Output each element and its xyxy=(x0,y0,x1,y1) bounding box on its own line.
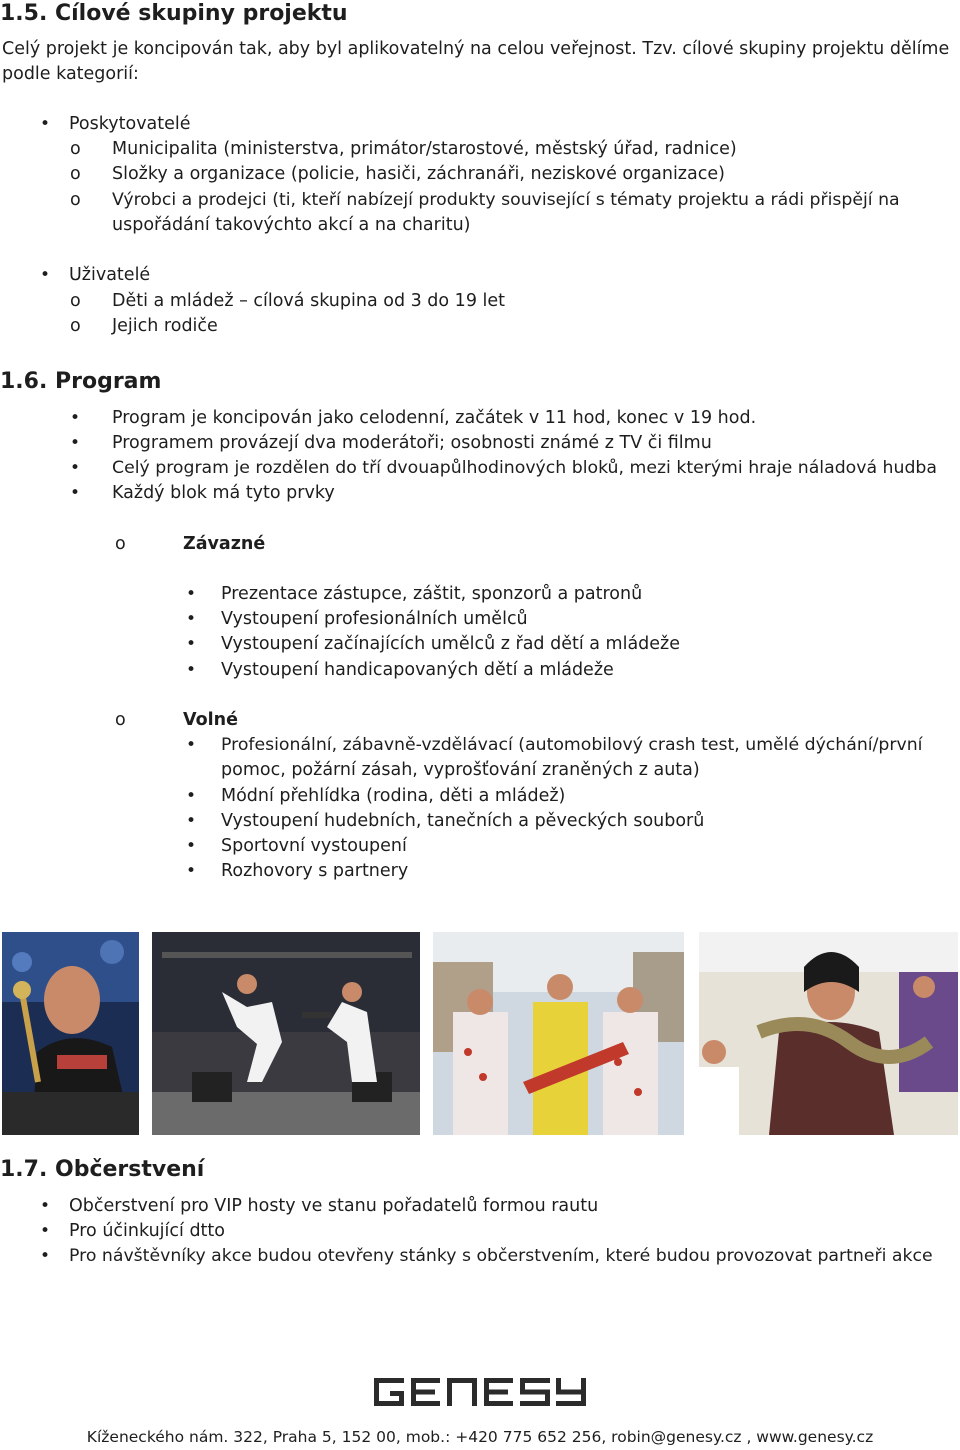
group-label-users: Uživatelé xyxy=(69,265,151,285)
user-item: Děti a mládež – cílová skupina od 3 do 19 let xyxy=(112,291,506,311)
mandatory-item: Vystoupení začínajících umělců z řad dětí a mládeže xyxy=(221,634,681,654)
mandatory-item: Vystoupení handicapovaných dětí a mládeže xyxy=(221,660,614,680)
mandatory-item: Vystoupení profesionálních umělců xyxy=(221,609,528,629)
bullet-marker: • xyxy=(40,1246,51,1266)
bullet-marker: • xyxy=(186,634,197,654)
sub-bullet-marker: o xyxy=(70,139,81,159)
bullet-marker: • xyxy=(186,584,197,604)
bullet-marker: • xyxy=(70,433,81,453)
user-item: Jejich rodiče xyxy=(112,316,218,336)
photo-singer-microphone xyxy=(2,932,139,1135)
bullet-marker: • xyxy=(70,408,81,428)
group-label-providers: Poskytovatelé xyxy=(69,114,191,134)
bullet-marker: • xyxy=(40,1196,51,1216)
refreshment-point: Pro návštěvníky akce budou otevřeny stánky s občerstvením, které budou provozovat partneři akce xyxy=(69,1246,933,1266)
bullet-marker: • xyxy=(186,786,197,806)
bullet-marker: • xyxy=(70,458,81,478)
program-point: Programem provázejí dva moderátoři; osobnosti známé z TV či filmu xyxy=(112,433,712,453)
bullet-marker: • xyxy=(70,483,81,503)
bullet-marker: • xyxy=(40,114,51,134)
optional-item: Módní přehlídka (rodina, děti a mládež) xyxy=(221,786,566,806)
sub-bullet-marker: o xyxy=(115,534,126,554)
genesy-logo xyxy=(374,1378,586,1406)
photo-woman-snake xyxy=(699,932,958,1135)
bullet-marker: • xyxy=(186,609,197,629)
optional-label: Volné xyxy=(183,710,238,730)
refreshment-point: Pro účinkující dtto xyxy=(69,1221,225,1241)
provider-item-continued: uspořádání takovýchto akcí a na charitu) xyxy=(112,215,471,235)
refreshment-point: Občerstvení pro VIP hosty ve stanu pořadatelů formou rautu xyxy=(69,1196,599,1216)
sub-bullet-marker: o xyxy=(70,291,81,311)
program-point: Celý program je rozdělen do tří dvouapůlhodinových bloků, mezi kterými hraje náladová hudba xyxy=(112,458,937,478)
program-point: Program je koncipován jako celodenní, začátek v 11 hod, konec v 19 hod. xyxy=(112,408,757,428)
sub-bullet-marker: o xyxy=(70,164,81,184)
provider-item: Výrobci a prodejci (ti, kteří nabízejí produkty související s tématy projektu a rádi přispějí na xyxy=(112,190,900,210)
intro-text-line1: Celý projekt je koncipován tak, aby byl aplikovatelný na celou veřejnost. Tzv. cílové skupiny projektu dělíme xyxy=(2,39,950,59)
bullet-marker: • xyxy=(40,265,51,285)
mandatory-item: Prezentace zástupce, záštit, sponzorů a patronů xyxy=(221,584,643,604)
intro-text-line2: podle kategorií: xyxy=(2,64,139,84)
program-point: Každý blok má tyto prvky xyxy=(112,483,335,503)
optional-item: Sportovní vystoupení xyxy=(221,836,407,856)
footer-contact: Kíženeckého nám. 322, Praha 5, 152 00, mob.: +420 775 652 256, robin@genesy.cz , www.genesy.cz xyxy=(86,1428,874,1446)
sub-bullet-marker: o xyxy=(70,190,81,210)
section-17-heading: 1.7. Občerstvení xyxy=(0,1157,205,1182)
optional-item: Profesionální, zábavně-vzdělávací (automobilový crash test, umělé dýchání/první xyxy=(221,735,923,755)
mandatory-label: Závazné xyxy=(183,534,266,554)
bullet-marker: • xyxy=(186,660,197,680)
sub-bullet-marker: o xyxy=(115,710,126,730)
bullet-marker: • xyxy=(186,811,197,831)
photo-band-keytar xyxy=(433,932,684,1135)
optional-item: Vystoupení hudebních, tanečních a pěveckých souborů xyxy=(221,811,705,831)
optional-item: Rozhovory s partnery xyxy=(221,861,409,881)
bullet-marker: • xyxy=(186,735,197,755)
bullet-marker: • xyxy=(186,861,197,881)
section-15-heading: 1.5. Cílové skupiny projektu xyxy=(0,1,348,26)
bullet-marker: • xyxy=(186,836,197,856)
bullet-marker: • xyxy=(40,1221,51,1241)
optional-item-continued: pomoc, požární zásah, vyprošťování zraněných z auta) xyxy=(221,760,700,780)
section-16-heading: 1.6. Program xyxy=(0,369,162,394)
sub-bullet-marker: o xyxy=(70,316,81,336)
provider-item: Municipalita (ministerstva, primátor/starostové, městský úřad, radnice) xyxy=(112,139,737,159)
provider-item: Složky a organizace (policie, hasiči, záchranáři, neziskové organizace) xyxy=(112,164,725,184)
photo-taekwondo-stage xyxy=(152,932,420,1135)
